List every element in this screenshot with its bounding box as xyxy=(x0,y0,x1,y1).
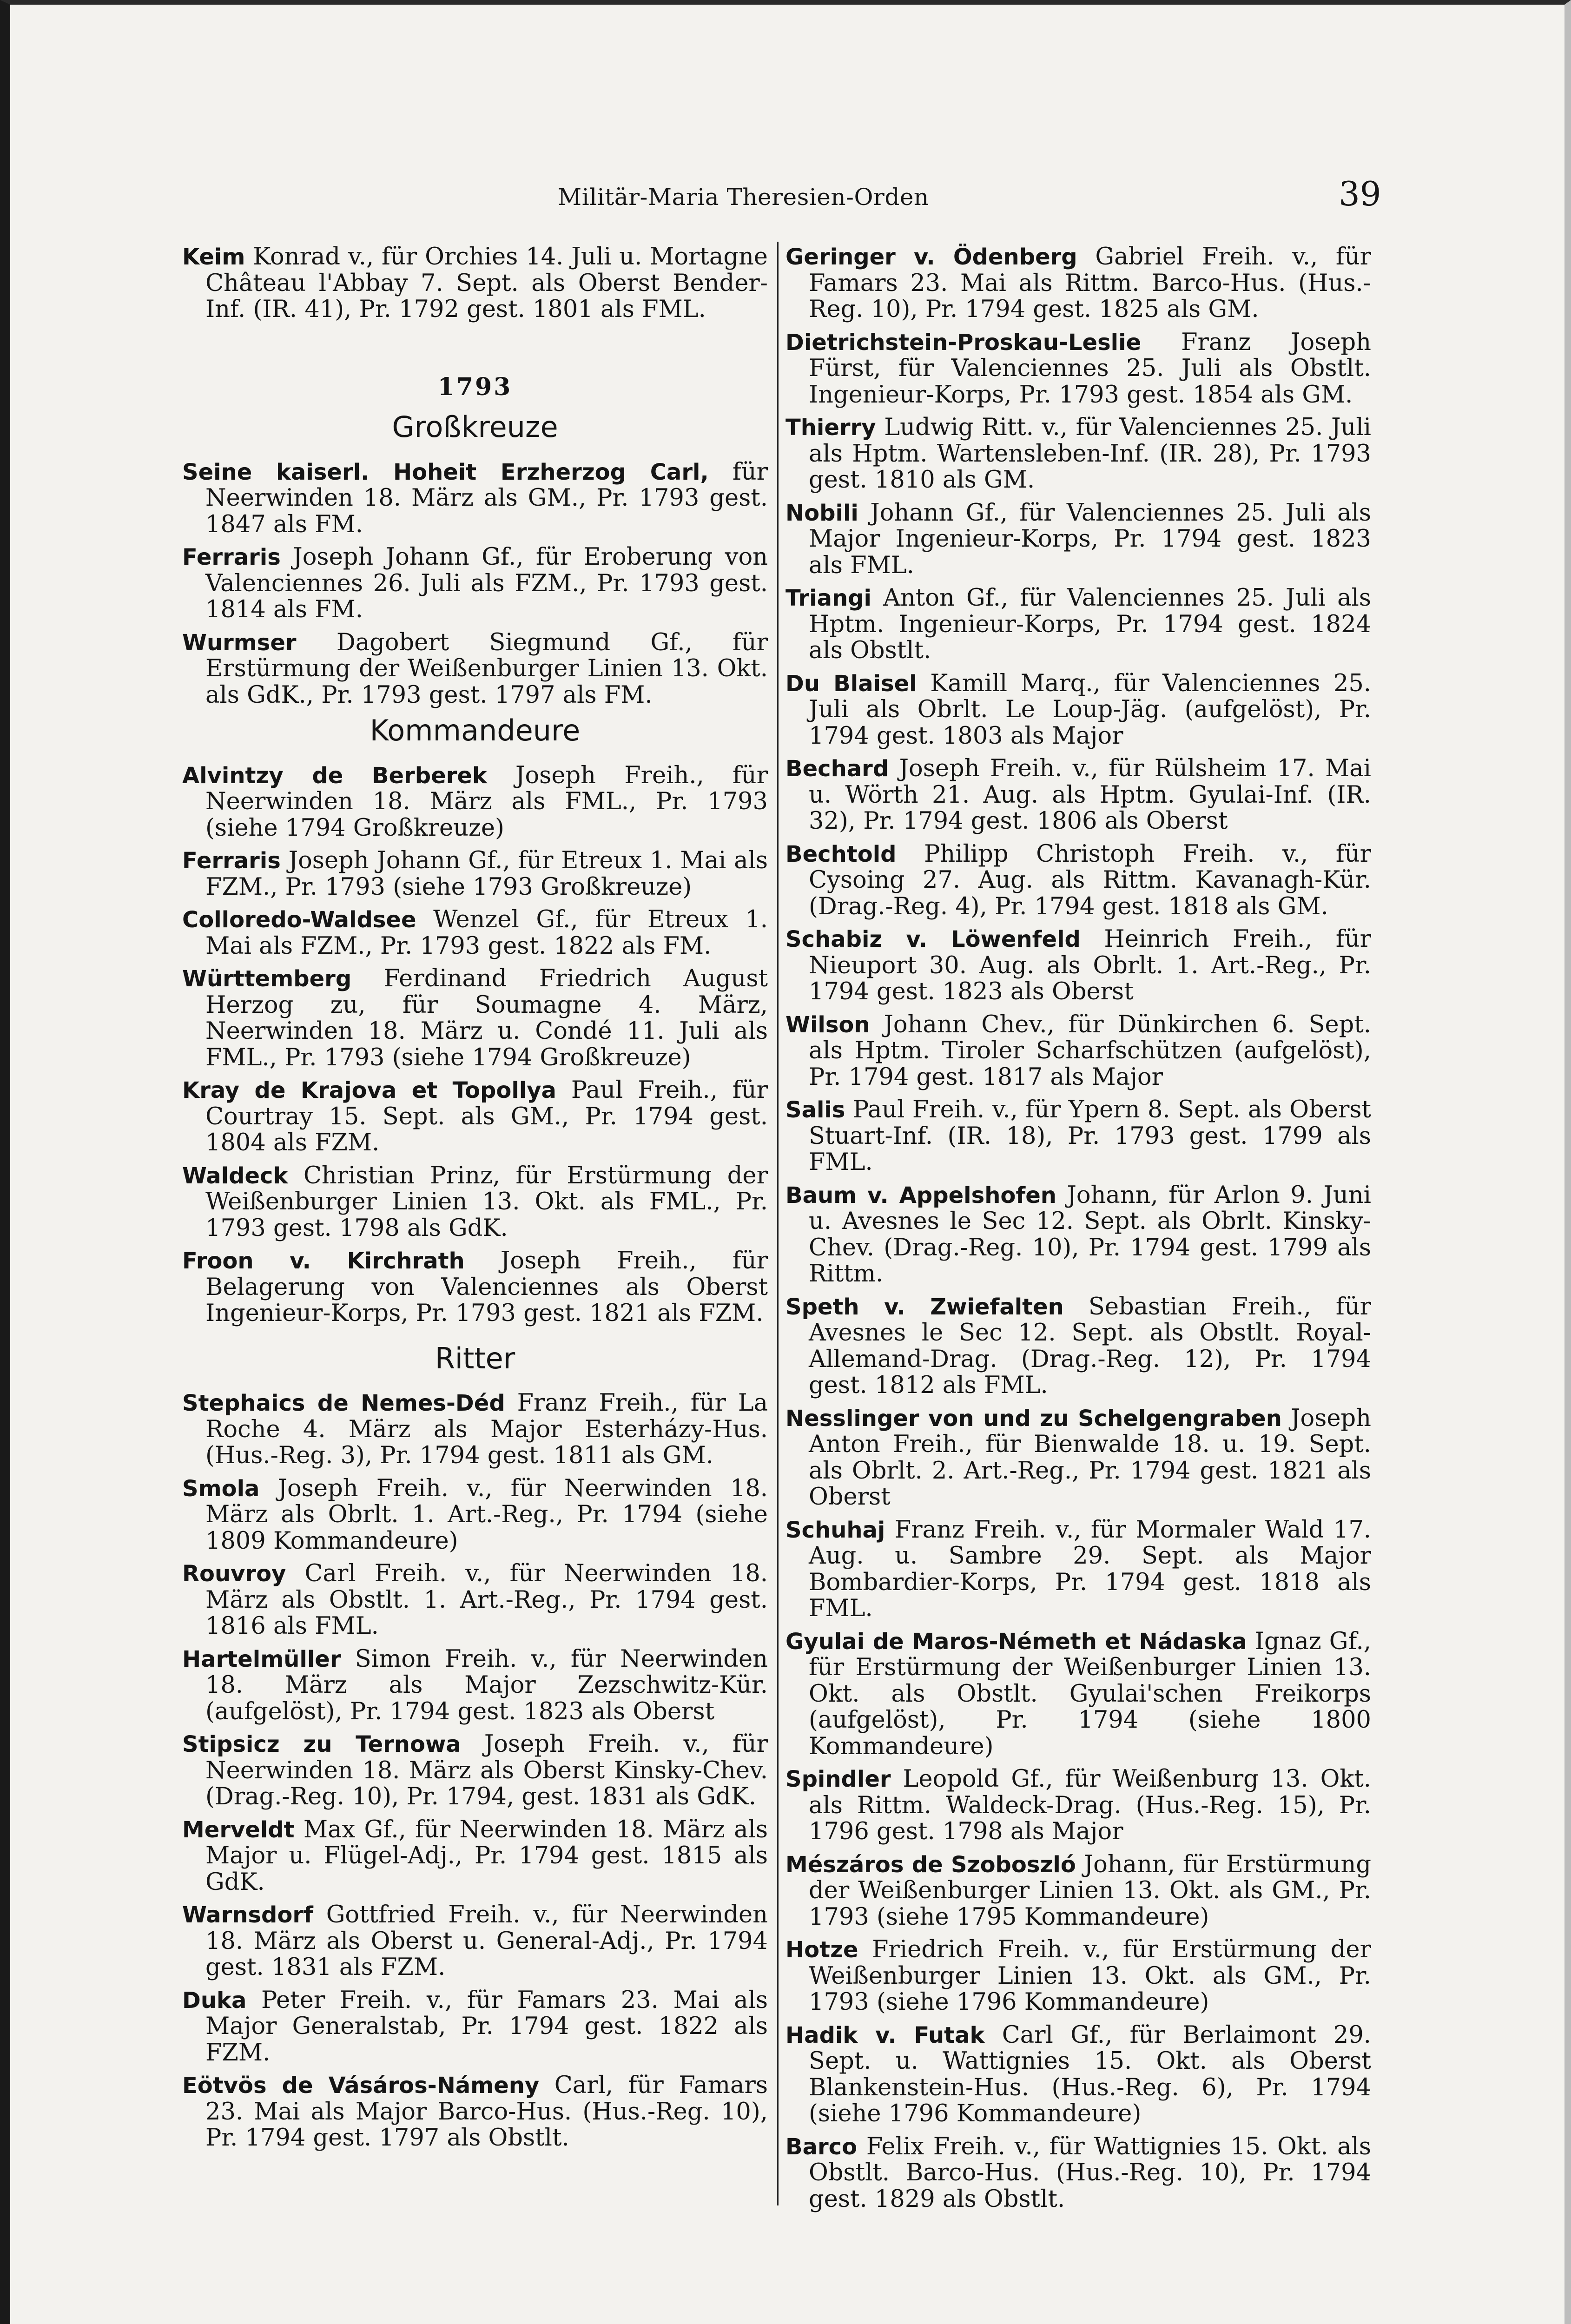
entry-text: Joseph Freih., für Belagerung von Valenciennes als Oberst Ingenieur-Korps, Pr. 1793 gest. 1821 als FZM. xyxy=(205,1247,768,1327)
entry xyxy=(786,926,1371,1005)
entry-text: Johann, für Erstürmung der Weißenburger Linien 13. Okt. als GM., Pr. 1793 (siehe 1795 Kommandeure) xyxy=(809,1850,1372,1931)
entry-text: Ludwig Ritt. v., für Valenciennes 25. Juli als Hptm. Wartensleben-Inf. (IR. 28), Pr. 1793 gest. 1810 als GM. xyxy=(809,414,1371,494)
entry-text: Felix Freih. v., für Wattignies 15. Okt. als Obstlt. Barco-Hus. (Hus.-Reg. 10), Pr. 1794 gest. 1829 als Obstlt. xyxy=(809,2133,1371,2213)
entry-text: Ignaz Gf., für Erstürmung der Weißenburger Linien 13. Okt. als Obstlt. Gyulai'schen Freikorps (aufgelöst), Pr. 1794 (siehe 1800 Kommandeure) xyxy=(809,1627,1371,1760)
entry-name: Alvintzy de Berberek xyxy=(182,762,487,789)
entry-name: Schuhaj xyxy=(786,1517,885,1543)
entry-name: Hotze xyxy=(786,1937,858,1963)
entry xyxy=(182,630,768,709)
entry-text: Max Gf., für Neerwinden 18. März als Major u. Flügel-Adj., Pr. 1794 gest. 1815 als GdK. xyxy=(205,1816,768,1896)
entry-text: Leopold Gf., für Weißenburg 13. Okt. als Rittm. Waldeck-Drag. (Hus.-Reg. 15), Pr. 1796 gest. 1798 als Major xyxy=(809,1765,1371,1845)
entry-name: Gyulai de Maros-Németh et Nádaska xyxy=(786,1628,1247,1655)
entry xyxy=(182,1902,768,1981)
entry-name: Geringer v. Ödenberg xyxy=(786,244,1077,270)
entry xyxy=(182,1646,768,1725)
entry xyxy=(786,756,1371,835)
entry xyxy=(786,244,1371,323)
entry-name: Bechard xyxy=(786,756,889,782)
entry-name: Kray de Krajova et Topollya xyxy=(182,1077,556,1103)
entry-text: Simon Freih. v., für Neerwinden 18. März als Major Zezschwitz-Kür. (aufgelöst), Pr. 1794 gest. 1823 als Oberst xyxy=(205,1645,768,1725)
entry-name: Froon v. Kirchrath xyxy=(182,1248,465,1274)
entry-name: Rouvroy xyxy=(182,1561,286,1587)
running-head: Militär-Maria Theresien-Orden xyxy=(558,184,929,211)
entry-text: Wenzel Gf., für Etreux 1. Mai als FZM., Pr. 1793 gest. 1822 als FM. xyxy=(205,906,768,960)
entry xyxy=(182,1248,768,1327)
entry xyxy=(786,671,1371,750)
entry-text: Gabriel Freih. v., für Famars 23. Mai als Rittm. Barco-Hus. (Hus.-Reg. 10), Pr. 1794 gest. 1825 als GM. xyxy=(809,243,1371,323)
entry xyxy=(182,1077,768,1156)
entry-text: Friedrich Freih. v., für Erstürmung der Weißenburger Linien 13. Okt. als GM., Pr. 1793 (siehe 1796 Kommandeure) xyxy=(809,1936,1371,2016)
entry-name: Seine kaiserl. Hoheit Erzherzog Carl, xyxy=(182,459,709,485)
entry-text: Joseph Freih. v., für Neerwinden 18. März als Obrlt. 1. Art.-Reg., Pr. 1794 (siehe 1809 Kommandeure) xyxy=(205,1474,768,1555)
entry-name: Ferraris xyxy=(182,544,281,570)
entry-text: Philipp Christoph Freih. v., für Cysoing 27. Aug. als Rittm. Kavanagh-Kür. (Drag.-Reg. 4), Pr. 1794 gest. 1818 als GM. xyxy=(809,840,1371,920)
entry xyxy=(786,1766,1371,1845)
entry-name: Nesslinger von und zu Schelgengraben xyxy=(786,1405,1282,1432)
entry xyxy=(182,2073,768,2152)
entry xyxy=(182,848,768,900)
entry-text: Ferdinand Friedrich August Herzog zu, für Soumagne 4. März, Neerwinden 18. März u. Condé 11. Juli als FML., Pr. 1793 (siehe 1794 Großkreuze) xyxy=(205,965,768,1071)
entry-name: Schabiz v. Löwenfeld xyxy=(786,926,1081,952)
entry xyxy=(182,763,768,842)
entry xyxy=(786,2022,1371,2127)
entry xyxy=(786,330,1371,409)
entry-name: Wurmser xyxy=(182,629,297,656)
year-heading: 1793 xyxy=(437,372,513,401)
entry xyxy=(182,1561,768,1640)
entry xyxy=(786,1097,1371,1176)
entry-text: Dagobert Siegmund Gf., für Erstürmung der Weißenburger Linien 13. Okt. als GdK., Pr. 1793 gest. 1797 als FM. xyxy=(205,628,768,709)
left-column xyxy=(182,244,768,2158)
column-divider xyxy=(777,242,779,2205)
entry-name: Thierry xyxy=(786,415,876,441)
section-heading-kommandeure: Kommandeure xyxy=(370,713,581,747)
entry-text: Carl Gf., für Berlaimont 29. Sept. u. Wattignies 15. Okt. als Oberst Blankenstein-Hus. (Hus.-Reg. 6), Pr. 1794 (siehe 1796 Kommandeure) xyxy=(809,2021,1371,2127)
entry xyxy=(786,1629,1371,1760)
entry xyxy=(786,2134,1371,2213)
entry xyxy=(182,544,768,623)
entry-text: Christian Prinz, für Erstürmung der Weißenburger Linien 13. Okt. als FML., Pr. 1793 gest. 1798 als GdK. xyxy=(205,1162,768,1242)
entry xyxy=(786,1406,1371,1511)
entry-text: Paul Freih. v., für Ypern 8. Sept. als Oberst Stuart-Inf. (IR. 18), Pr. 1793 gest. 1799 als FML. xyxy=(809,1096,1371,1176)
entry xyxy=(786,1012,1371,1091)
entry-name: Triangi xyxy=(786,585,871,611)
entry-text: Carl Freih. v., für Neerwinden 18. März als Obstlt. 1. Art.-Reg., Pr. 1794 gest. 1816 als FML. xyxy=(205,1560,768,1640)
entry xyxy=(786,1517,1371,1622)
entry-name: Stipsicz zu Ternowa xyxy=(182,1731,461,1757)
entry-text: Joseph Freih. v., für Rülsheim 17. Mai u. Wörth 21. Aug. als Hptm. Gyulai-Inf. (IR. 32), Pr. 1794 gest. 1806 als Oberst xyxy=(809,755,1371,835)
entry-name: Württemberg xyxy=(182,966,352,992)
entry-name: Eötvös de Vásáros-Námeny xyxy=(182,2073,540,2099)
entry-name: Keim xyxy=(182,244,245,270)
page-number: 39 xyxy=(1339,174,1381,213)
entry-name: Warnsdorf xyxy=(182,1902,313,1928)
entry-text: Franz Freih., für La Roche 4. März als Major Esterházy-Hus. (Hus.-Reg. 3), Pr. 1794 gest. 1811 als GM. xyxy=(205,1389,768,1469)
entry-text: Konrad v., für Orchies 14. Juli u. Mortagne Château l'Abbay 7. Sept. als Oberst Bender-Inf. (IR. 41), Pr. 1792 gest. 1801 als FML. xyxy=(205,243,768,323)
entry xyxy=(786,500,1371,579)
section-heading-ritter: Ritter xyxy=(435,1341,515,1375)
entry-text: Kamill Marq., für Valenciennes 25. Juli als Obrlt. Le Loup-Jäg. (aufgelöst), Pr. 1794 gest. 1803 als Major xyxy=(809,669,1372,750)
entry-text: Gottfried Freih. v., für Neerwinden 18. März als Oberst u. General-Adj., Pr. 1794 gest. 1831 als FZM. xyxy=(205,1901,768,1981)
entry xyxy=(786,585,1371,664)
section-heading-grosskreuze: Großkreuze xyxy=(392,410,558,444)
entry xyxy=(182,459,768,538)
entry-text: Franz Freih. v., für Mormaler Wald 17. Aug. u. Sambre 29. Sept. als Major Bombardier-Korps, Pr. 1794 gest. 1818 als FML. xyxy=(809,1516,1371,1622)
entry-name: Wilson xyxy=(786,1011,870,1038)
entry-name: Mészáros de Szoboszló xyxy=(786,1851,1076,1878)
entry-name: Speth v. Zwiefalten xyxy=(786,1294,1064,1320)
entry xyxy=(182,1817,768,1896)
entry-text: Carl, für Famars 23. Mai als Major Barco-Hus. (Hus.-Reg. 10), Pr. 1794 gest. 1797 als Obstlt. xyxy=(205,2072,768,2152)
entry-name: Bechtold xyxy=(786,841,897,867)
entry-text: Joseph Anton Freih., für Bienwalde 18. u. 19. Sept. als Obrlt. 2. Art.-Reg., Pr. 1794 gest. 1821 als Oberst xyxy=(809,1404,1372,1511)
entry-name: Hadik v. Futak xyxy=(786,2022,985,2048)
right-column xyxy=(786,244,1371,2219)
entry-name: Smola xyxy=(182,1475,260,1502)
entry-name: Colloredo-Waldsee xyxy=(182,907,416,933)
entry-text: Paul Freih., für Courtray 15. Sept. als GM., Pr. 1794 gest. 1804 als FZM. xyxy=(205,1076,768,1156)
entry-name: Stephaics de Nemes-Déd xyxy=(182,1390,505,1416)
entry-text: Joseph Johann Gf., für Eroberung von Valenciennes 26. Juli als FZM., Pr. 1793 gest. 1814 als FM. xyxy=(205,543,768,623)
entry-name: Duka xyxy=(182,1987,247,2014)
entry-name: Dietrichstein-Proskau-Leslie xyxy=(786,329,1142,356)
entry-text: Joseph Freih. v., für Neerwinden 18. März als Oberst Kinsky-Chev. (Drag.-Reg. 10), Pr. 1794, gest. 1831 als GdK. xyxy=(205,1730,768,1810)
entry-name: Salis xyxy=(786,1097,845,1123)
entry xyxy=(182,1731,768,1810)
entry xyxy=(786,1852,1371,1931)
entry xyxy=(182,966,768,1071)
entry-name: Baum v. Appelshofen xyxy=(786,1182,1056,1208)
entry-name: Nobili xyxy=(786,500,858,526)
entry-name: Du Blaisel xyxy=(786,670,917,697)
entry-name: Merveldt xyxy=(182,1816,295,1843)
entry xyxy=(786,1182,1371,1287)
entry-text: Peter Freih. v., für Famars 23. Mai als Major Generalstab, Pr. 1794 gest. 1822 als FZM. xyxy=(205,1986,768,2067)
entry-text: Joseph Johann Gf., für Etreux 1. Mai als FZM., Pr. 1793 (siehe 1793 Großkreuze) xyxy=(205,847,768,901)
entry-name: Ferraris xyxy=(182,848,281,874)
entry-name: Hartelmüller xyxy=(182,1646,341,1672)
entry-text: Heinrich Freih., für Nieuport 30. Aug. als Obrlt. 1. Art.-Reg., Pr. 1794 gest. 1823 als Oberst xyxy=(809,925,1371,1005)
entry-text: Johann Chev., für Dünkirchen 6. Sept. als Hptm. Tiroler Scharfschützen (aufgelöst), Pr. 1794 gest. 1817 als Major xyxy=(809,1010,1371,1091)
entry-name: Barco xyxy=(786,2133,858,2160)
entry xyxy=(786,1937,1371,2016)
entry xyxy=(182,1163,768,1242)
entry xyxy=(182,1390,768,1469)
entry xyxy=(182,1476,768,1555)
entry xyxy=(786,841,1371,920)
entry-text: Anton Gf., für Valenciennes 25. Juli als Hptm. Ingenieur-Korps, Pr. 1794 gest. 1824 als Obstlt. xyxy=(809,584,1371,664)
entry-text: für Neerwinden 18. März als GM., Pr. 1793 gest. 1847 als FM. xyxy=(205,458,768,538)
entry-text: Franz Joseph Fürst, für Valenciennes 25. Juli als Obstlt. Ingenieur-Korps, Pr. 1793 gest. 1854 als GM. xyxy=(809,328,1371,409)
entry xyxy=(182,907,768,959)
entry-text: Johann, für Arlon 9. Juni u. Avesnes le Sec 12. Sept. als Obrlt. Kinsky-Chev. (Drag.-Reg. 10), Pr. 1794 gest. 1799 als Rittm. xyxy=(809,1181,1371,1287)
entry xyxy=(786,415,1371,494)
entry xyxy=(182,1987,768,2067)
entry-name: Waldeck xyxy=(182,1162,288,1189)
entry-text: Johann Gf., für Valenciennes 25. Juli als Major Ingenieur-Korps, Pr. 1794 gest. 1823 als FML. xyxy=(809,499,1371,579)
entry-text: Joseph Freih., für Neerwinden 18. März als FML., Pr. 1793 (siehe 1794 Großkreuze) xyxy=(205,761,768,842)
entry xyxy=(182,244,768,323)
entry-text: Sebastian Freih., für Avesnes le Sec 12. Sept. als Obstlt. Royal-Allemand-Drag. (Drag.-Reg. 12), Pr. 1794 gest. 1812 als FML. xyxy=(809,1293,1371,1399)
entry-name: Spindler xyxy=(786,1766,891,1792)
entry xyxy=(786,1294,1371,1399)
